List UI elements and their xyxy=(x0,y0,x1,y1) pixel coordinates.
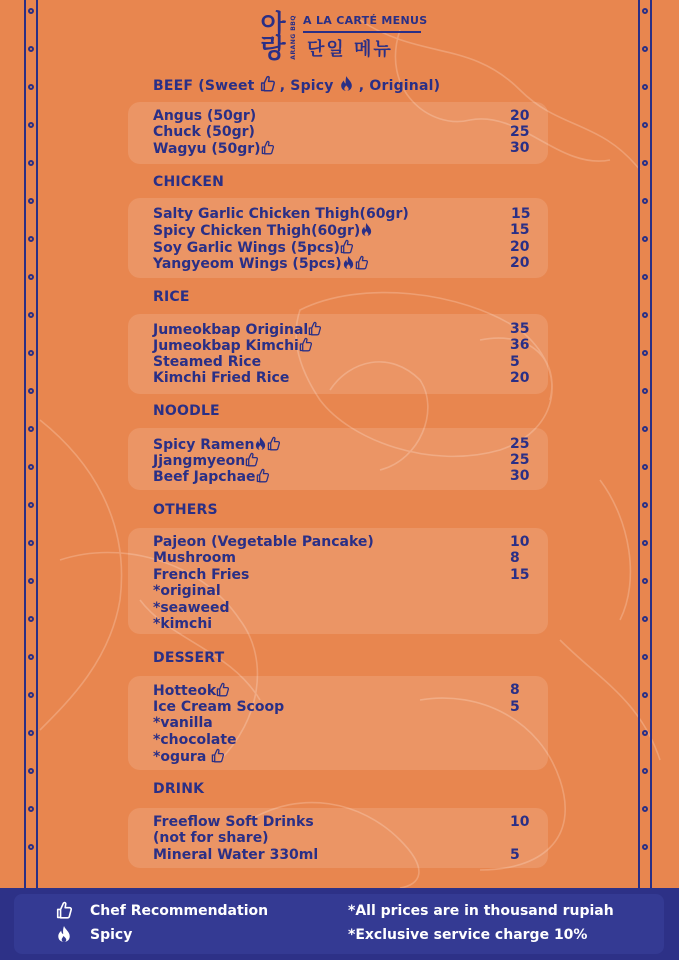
flame-icon xyxy=(339,75,354,92)
menu-item: Mushroom 8 xyxy=(153,550,520,566)
flame-icon xyxy=(56,924,72,944)
flame-icon xyxy=(342,255,355,270)
thumbs-up-icon xyxy=(308,321,321,336)
menu-title-korean: 단일 메뉴 xyxy=(307,38,393,60)
menu-item: Soy Garlic Wings (5pcs) 20 xyxy=(153,239,530,256)
menu-item-option: *chocolate xyxy=(153,732,237,748)
menu-item-option: *seaweed xyxy=(153,600,230,616)
flame-icon xyxy=(254,436,267,451)
menu-item: Hotteok 8 xyxy=(153,682,520,699)
thumbs-up-icon xyxy=(245,452,258,467)
menu-header xyxy=(258,8,427,66)
thumbs-up-icon xyxy=(355,255,368,270)
menu-item: Jjangmyeon 25 xyxy=(153,452,530,469)
brand-logo: 아랑 xyxy=(260,10,286,64)
menu-item: Spicy Ramen 25 xyxy=(153,436,530,453)
menu-title-english: A LA CARTÉ MENUS xyxy=(303,13,428,27)
menu-item: Mineral Water 330ml 5 xyxy=(153,847,520,863)
thumbs-up-icon xyxy=(261,140,274,155)
menu-item-option: *vanilla xyxy=(153,715,213,731)
section-title-others: OTHERS xyxy=(153,502,218,518)
menu-item: Ice Cream Scoop 5 xyxy=(153,699,520,715)
flame-icon xyxy=(360,222,373,237)
menu-item: Spicy Chicken Thigh(60gr) 15 xyxy=(153,222,530,239)
menu-item: Wagyu (50gr) 30 xyxy=(153,140,530,157)
note-prices: *All prices are in thousand rupiah xyxy=(348,903,614,919)
right-border-ornament xyxy=(638,0,652,888)
menu-item: French Fries 15 xyxy=(153,567,530,583)
menu-item-option: *kimchi xyxy=(153,616,213,632)
header-divider xyxy=(303,31,421,33)
section-title-chicken: CHICKEN xyxy=(153,174,225,190)
brand-logo-subtitle: ARANG BBQ xyxy=(290,14,297,60)
thumbs-up-icon xyxy=(267,436,280,451)
legend-spicy: Spicy xyxy=(90,927,133,943)
thumbs-up-icon xyxy=(56,900,72,920)
note-service-charge: *Exclusive service charge 10% xyxy=(348,927,588,943)
menu-item: Angus (50gr) 20 xyxy=(153,108,530,124)
section-title-rice: RICE xyxy=(153,289,190,305)
menu-item-option: *ogura xyxy=(153,748,533,765)
thumbs-up-icon xyxy=(260,75,275,92)
menu-item: Pajeon (Vegetable Pancake) 10 xyxy=(153,534,530,550)
menu-item: Beef Japchae 30 xyxy=(153,468,530,485)
section-title-beef: BEEF (Sweet , Spicy , Original) xyxy=(153,75,440,94)
section-title-drink: DRINK xyxy=(153,781,205,797)
left-border-ornament xyxy=(24,0,38,888)
menu-item: Yangyeom Wings (5pcs) 20 xyxy=(153,255,530,272)
menu-item-option: *original xyxy=(153,583,221,599)
menu-item: Jumeokbap Kimchi 36 xyxy=(153,337,530,354)
menu-item: Steamed Rice 5 xyxy=(153,354,520,370)
menu-item: Chuck (50gr) 25 xyxy=(153,124,530,140)
thumbs-up-icon xyxy=(256,468,269,483)
thumbs-up-icon xyxy=(216,682,229,697)
thumbs-up-icon xyxy=(340,239,353,254)
legend-chef-recommendation: Chef Recommendation xyxy=(90,903,269,919)
section-title-noodle: NOODLE xyxy=(153,403,220,419)
menu-item: Kimchi Fried Rice 20 xyxy=(153,370,530,386)
thumbs-up-icon xyxy=(299,337,312,352)
thumbs-up-icon xyxy=(211,748,224,763)
section-title-dessert: DESSERT xyxy=(153,650,225,666)
menu-item-note: (not for share) xyxy=(153,830,269,846)
footer-legend xyxy=(0,888,679,960)
menu-item: Freeflow Soft Drinks 10 xyxy=(153,814,530,830)
menu-item: Jumeokbap Original 35 xyxy=(153,321,530,338)
menu-item: Salty Garlic Chicken Thigh(60gr) 15 xyxy=(153,206,531,222)
